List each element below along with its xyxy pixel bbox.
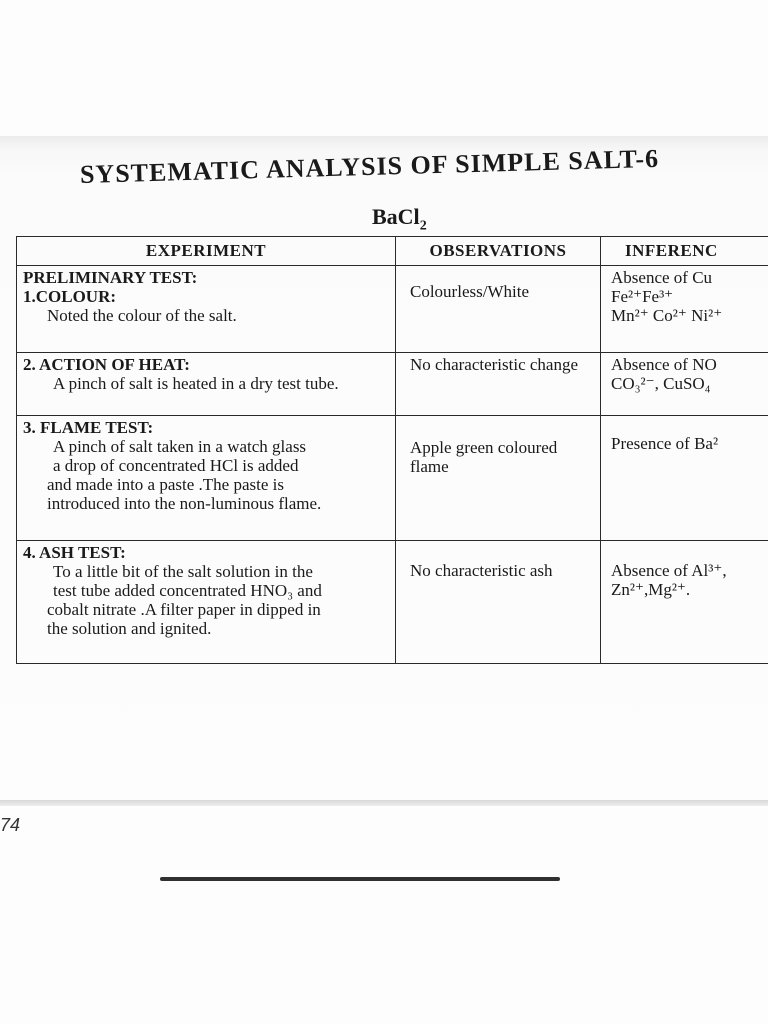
experiment-subheading: 1.COLOUR: bbox=[23, 287, 117, 306]
experiment-body-line: To a little bit of the salt solution in the bbox=[53, 562, 313, 581]
page-number: 74 bbox=[0, 815, 21, 835]
salt-formula bbox=[372, 204, 427, 234]
page-edge-divider bbox=[0, 800, 768, 806]
table-header-row bbox=[17, 237, 768, 266]
observation-cell: Colourless/White bbox=[396, 266, 601, 353]
inference-line: Presence of Ba² bbox=[611, 434, 719, 453]
experiment-body-line: test tube added concentrated HNO₃ and bbox=[53, 581, 322, 600]
experiment-body: Noted the colour of the salt. bbox=[47, 306, 237, 325]
analysis-table bbox=[16, 236, 768, 664]
experiment-body-line: cobalt nitrate .A filter paper in dipped in bbox=[47, 600, 321, 619]
inference-line: CO₃²⁻, CuSO₄ bbox=[611, 374, 711, 393]
inference-cell bbox=[601, 541, 768, 664]
inference-line: Zn²⁺,Mg²⁺. bbox=[611, 580, 691, 599]
table-row bbox=[17, 416, 768, 541]
formula-subscript: 2 bbox=[419, 218, 427, 234]
experiment-body: A pinch of salt is heated in a dry test tube. bbox=[53, 374, 339, 393]
experiment-body-line: the solution and ignited. bbox=[47, 619, 212, 638]
formula-main: BaCl bbox=[372, 204, 420, 229]
inference-line: Mn²⁺ Co²⁺ Ni²⁺ bbox=[611, 306, 723, 325]
table-row bbox=[17, 353, 768, 416]
document-title: SYSTEMATIC ANALYSIS OF SIMPLE SALT-6 bbox=[79, 143, 660, 189]
experiment-body-line: introduced into the non-luminous flame. bbox=[47, 494, 322, 513]
observation-cell: No characteristic ash bbox=[396, 541, 601, 664]
header-observations: OBSERVATIONS bbox=[396, 237, 601, 266]
experiment-heading: 2. ACTION OF HEAT: bbox=[23, 355, 190, 374]
observation-cell: No characteristic change bbox=[396, 353, 601, 416]
inference-cell bbox=[601, 353, 768, 416]
experiment-body-line: and made into a paste .The paste is bbox=[47, 475, 284, 494]
inference-line: Fe²⁺Fe³⁺ bbox=[611, 287, 674, 306]
experiment-body-line: a drop of concentrated HCl is added bbox=[53, 456, 299, 475]
header-inference: INFERENC bbox=[601, 237, 768, 266]
experiment-cell bbox=[17, 416, 396, 541]
inference-line: Absence of Cu bbox=[611, 268, 713, 287]
experiment-heading: 3. FLAME TEST: bbox=[23, 418, 154, 437]
inference-cell bbox=[601, 266, 768, 353]
header-experiment: EXPERIMENT bbox=[17, 237, 396, 266]
experiment-body-line: A pinch of salt taken in a watch glass bbox=[53, 437, 307, 456]
experiment-heading: PRELIMINARY TEST: bbox=[23, 268, 198, 287]
table-row bbox=[17, 266, 768, 353]
table-row bbox=[17, 541, 768, 664]
experiment-cell bbox=[17, 541, 396, 664]
experiment-cell bbox=[17, 353, 396, 416]
inference-line: Absence of Al³⁺, bbox=[611, 561, 727, 580]
experiment-cell bbox=[17, 266, 396, 353]
observation-cell: Apple green coloured flame bbox=[396, 416, 601, 541]
experiment-heading: 4. ASH TEST: bbox=[23, 543, 126, 562]
inference-line: Absence of NO bbox=[611, 355, 717, 374]
scan-artifact-line bbox=[160, 877, 560, 881]
inference-cell bbox=[601, 416, 768, 541]
